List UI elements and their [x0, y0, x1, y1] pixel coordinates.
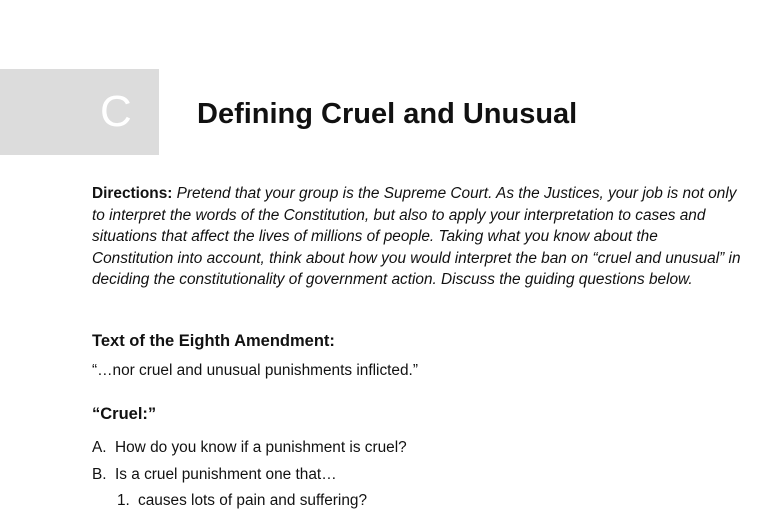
question-text: Is a cruel punishment one that… — [115, 466, 337, 483]
question-b — [92, 464, 337, 486]
subitem-text: causes lots of pain and suffering? — [138, 492, 368, 509]
section-letter: C — [100, 87, 132, 136]
subitem-1 — [117, 490, 367, 512]
question-a — [92, 437, 407, 459]
directions-paragraph — [92, 183, 742, 291]
directions-label: Directions: — [92, 185, 173, 202]
amendment-quote: “…nor cruel and unusual punishments inflicted.” — [92, 362, 418, 379]
subitem-marker: 1. — [117, 492, 130, 509]
page-title: Defining Cruel and Unusual — [197, 98, 578, 130]
cruel-heading: “Cruel:” — [92, 405, 157, 423]
question-marker: A. — [92, 439, 107, 456]
question-marker: B. — [92, 466, 107, 483]
question-text: How do you know if a punishment is cruel? — [115, 439, 407, 456]
amendment-heading: Text of the Eighth Amendment: — [92, 332, 335, 350]
directions-text: Pretend that your group is the Supreme Court. As the Justices, your job is not only to interpret the words of the Constitution, but also to apply your interpretation to cases and situations that affect the lives of millions of people. Taking what you know about the Constitution into account, think about how you would interpret the ban on “cruel and unusual” in deciding the constitutionality of government action. Discuss the guiding questions below. — [92, 185, 741, 289]
section-letter-box — [0, 69, 159, 155]
